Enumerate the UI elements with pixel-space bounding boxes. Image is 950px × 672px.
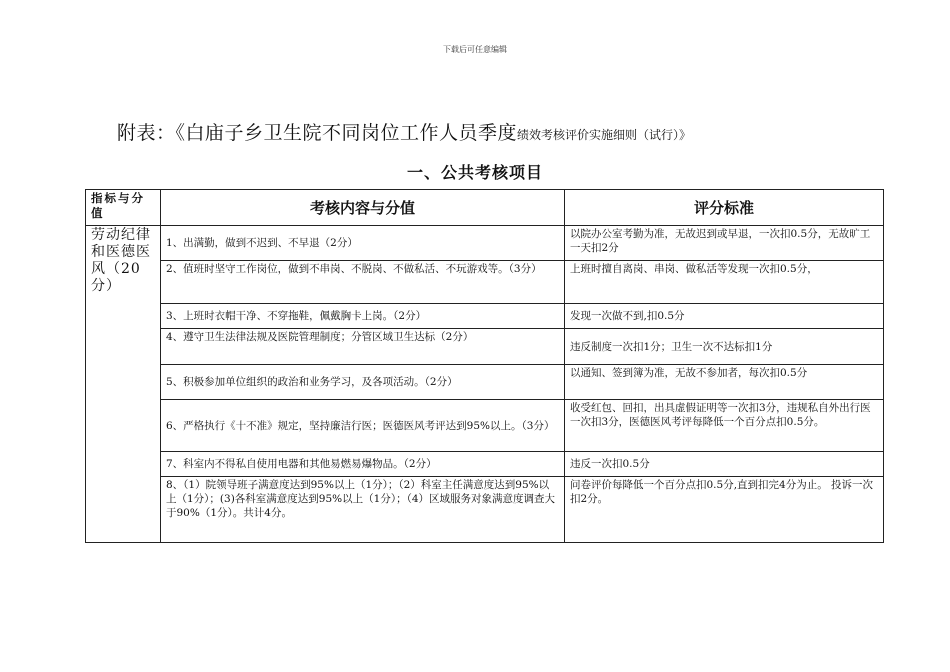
- table-header-row: [86, 190, 884, 226]
- assessment-table: [85, 189, 884, 543]
- document-title: [117, 118, 691, 145]
- document-title-main: 附表：《白庙子乡卫生院不同岗位工作人员季度: [117, 122, 518, 144]
- header-indicator: 指标与分值: [86, 190, 161, 226]
- table-row: [86, 304, 884, 329]
- standard-cell: 以院办公室考勤为准，无故迟到或早退，一次扣0.5分，无故旷工一天扣2分: [565, 226, 884, 261]
- content-cell: 2、值班时坚守工作岗位，做到不串岗、不脱岗、不做私活、不玩游戏等。（3分）: [161, 261, 565, 304]
- table-row: [86, 452, 884, 477]
- standard-cell: 违反一次扣0.5分: [565, 452, 884, 477]
- content-cell: 1、出满勤，做到不迟到、不早退（2分）: [161, 226, 565, 261]
- table-row: [86, 365, 884, 400]
- standard-cell: 以通知、签到簿为准，无故不参加者，每次扣0.5分: [565, 365, 884, 400]
- header-note: 下载后可任意编辑: [443, 45, 507, 54]
- standard-cell: 上班时擅自离岗、串岗、做私活等发现一次扣0.5分，: [565, 261, 884, 304]
- content-cell: 6、严格执行《十不准》规定，坚持廉洁行医；医德医风考评达到95%以上。（3分）: [161, 400, 565, 452]
- content-cell: 5、积极参加单位组织的政治和业务学习，及各项活动。（2分）: [161, 365, 565, 400]
- standard-cell: 问卷评价每降低一个百分点扣0.5分,直到扣完4分为止。 投诉一次扣2分。: [565, 477, 884, 543]
- header-content: 考核内容与分值: [161, 190, 565, 226]
- content-cell: 8、（1）院领导班子满意度达到95%以上（1分）；（2）科室主任满意度达到95%以上（1分）；(3)各科室满意度达到95%以上（1分）；（4）区域服务对象满意度调查大于90%（1分）。共计4分。: [161, 477, 565, 543]
- table-row: [86, 329, 884, 365]
- standard-cell: 收受红包、回扣，出具虚假证明等一次扣3分，违规私自外出行医一次扣3分，医德医风考评每降低一个百分点扣0.5分。: [565, 400, 884, 452]
- section-title: 一、公共考核项目: [406, 163, 543, 182]
- content-cell: 7、科室内不得私自使用电器和其他易燃易爆物品。（2分）: [161, 452, 565, 477]
- document-title-tail: 绩效考核评价实施细则（试行）》: [517, 128, 692, 142]
- header-standard: 评分标准: [565, 190, 884, 226]
- content-cell: 4、遵守卫生法律法规及医院管理制度；分管区域卫生达标（2分）: [161, 329, 565, 365]
- table-row: [86, 400, 884, 452]
- standard-cell: 违反制度一次扣1分；卫生一次不达标扣1分: [565, 329, 884, 365]
- content-cell: 3、上班时衣帽干净、不穿拖鞋，佩戴胸卡上岗。（2分）: [161, 304, 565, 329]
- table-row: [86, 261, 884, 304]
- table-row: [86, 226, 884, 261]
- category-cell: 劳动纪律和医德医风（20分）: [86, 226, 161, 543]
- standard-cell: 发现一次做不到,扣0.5分: [565, 304, 884, 329]
- table-row: [86, 477, 884, 543]
